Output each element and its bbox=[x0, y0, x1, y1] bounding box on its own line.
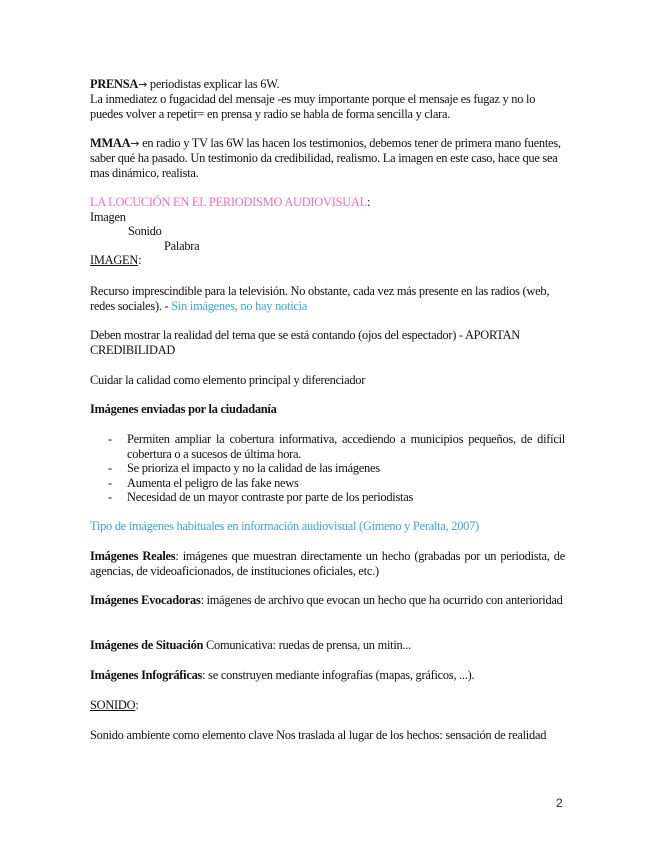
dash-bullet: - bbox=[108, 475, 112, 490]
tipo-description: : imágenes que muestran directamente un hecho (grabadas por un periodista, de agencias, de videoaficionados, de instituciones oficiales, etc.) bbox=[90, 549, 565, 578]
locucion-item-label: Palabra bbox=[164, 239, 200, 253]
ciudadania-list bbox=[90, 432, 565, 505]
prensa-line2: La inmediatez o fugacidad del mensaje -es muy importante porque el mensaje es fugaz y no lo puedes volver a repetir= en prensa y radio se habla de forma sencilla y clara. bbox=[90, 92, 536, 121]
tipo-item bbox=[90, 638, 565, 653]
imagen-p2-text: Deben mostrar la realidad del tema que se está contando (ojos del espectador) - APORTAN CREDIBILIDAD bbox=[90, 328, 520, 357]
sonido-p1-text: Sonido ambiente como elemento clave Nos traslada al lugar de los hechos: sensación de realidad bbox=[90, 728, 547, 742]
ciudadania-title: Imágenes enviadas por la ciudadanía bbox=[90, 402, 277, 416]
locucion-item-imagen bbox=[90, 210, 565, 225]
tipo-description: : imágenes de archivo que evocan un hecho que ha ocurrido con anterioridad bbox=[200, 593, 563, 607]
mmaa-paragraph bbox=[90, 136, 565, 181]
dash-bullet: - bbox=[108, 432, 112, 446]
list-item-text: Necesidad de un mayor contraste por parte de los periodistas bbox=[127, 490, 414, 505]
tipo-description: Comunicativa: ruedas de prensa, un mitin... bbox=[203, 638, 412, 652]
tipo-term: Imágenes Infográficas bbox=[90, 668, 203, 682]
sonido-title: SONIDO bbox=[90, 698, 136, 712]
prensa-label: PRENSA bbox=[90, 77, 139, 91]
list-item-text: Permiten ampliar la cobertura informativa, accediendo a municipios pequeños, de difícil cobertura o a sucesos de última hora. bbox=[127, 432, 565, 461]
tipo-term: Imágenes Evocadoras bbox=[90, 593, 201, 607]
tipo-item bbox=[90, 593, 565, 608]
list-item bbox=[90, 461, 565, 476]
ciudadania-heading bbox=[90, 402, 565, 417]
locucion-heading bbox=[90, 195, 565, 210]
imagen-p3-text: Cuidar la calidad como elemento principal y diferenciador bbox=[90, 373, 366, 387]
locucion-item-palabra bbox=[164, 239, 364, 254]
sonido-colon: : bbox=[135, 698, 139, 712]
dash-bullet: - bbox=[108, 490, 112, 505]
list-item bbox=[90, 490, 565, 505]
prensa-paragraph bbox=[90, 77, 565, 122]
imagen-paragraph-2 bbox=[90, 328, 565, 358]
tipo-description: : se construyen mediante infografías (mapas, gráficos, ...). bbox=[202, 668, 475, 682]
list-item bbox=[90, 476, 565, 491]
mmaa-label: MMAA bbox=[90, 136, 131, 150]
sonido-paragraph bbox=[90, 728, 565, 743]
tipo-term: Imágenes Reales bbox=[90, 549, 176, 563]
imagen-paragraph-1 bbox=[90, 284, 565, 314]
imagen-p1-text: Recurso imprescindible para la televisión. No obstante, cada vez más presente en las radios (web, redes sociales). - bbox=[90, 284, 550, 313]
locucion-item-sonido bbox=[128, 224, 328, 239]
mmaa-text: en radio y TV las 6W las hacen los testimonios, debemos tener de primera mano fuentes, saber qué ha pasado. Un testimonio da credibilidad, realismo. La imagen en este caso, hace que sea mas dinámico, realista. bbox=[90, 136, 561, 180]
prensa-line1: periodistas explicar las 6W. bbox=[147, 77, 280, 91]
dash-bullet: - bbox=[108, 461, 112, 476]
arrow-icon: → bbox=[138, 78, 148, 91]
locucion-title: LA LOCUCIÓN EN EL PERIODISMO AUDIOVISUAL bbox=[90, 195, 367, 209]
arrow-icon: → bbox=[130, 137, 140, 150]
tipo-item bbox=[90, 549, 565, 579]
locucion-item-label: Imagen bbox=[90, 210, 126, 224]
imagen-paragraph-3 bbox=[90, 373, 565, 388]
imagen-title: IMAGEN bbox=[90, 253, 139, 267]
list-item-text: Aumenta el peligro de las fake news bbox=[127, 475, 299, 490]
list-item-text: Se prioriza el impacto y no la calidad de las imágenes bbox=[127, 461, 380, 476]
locucion-item-label: Sonido bbox=[128, 224, 162, 238]
imagen-heading bbox=[90, 253, 565, 268]
locucion-colon: : bbox=[366, 195, 371, 209]
tipo-term: Imágenes de Situación bbox=[90, 638, 204, 652]
imagen-p1-highlight: Sin imágenes, no hay noticia bbox=[171, 299, 308, 313]
sonido-heading bbox=[90, 698, 565, 713]
list-item bbox=[90, 432, 565, 461]
tipos-title: Tipo de imágenes habituales en información audiovisual (Gimeno y Peralta, 2007) bbox=[90, 519, 479, 533]
tipos-heading bbox=[90, 519, 565, 534]
imagen-colon: : bbox=[138, 253, 142, 267]
tipo-item bbox=[90, 668, 565, 683]
page-number: 2 bbox=[556, 796, 563, 810]
